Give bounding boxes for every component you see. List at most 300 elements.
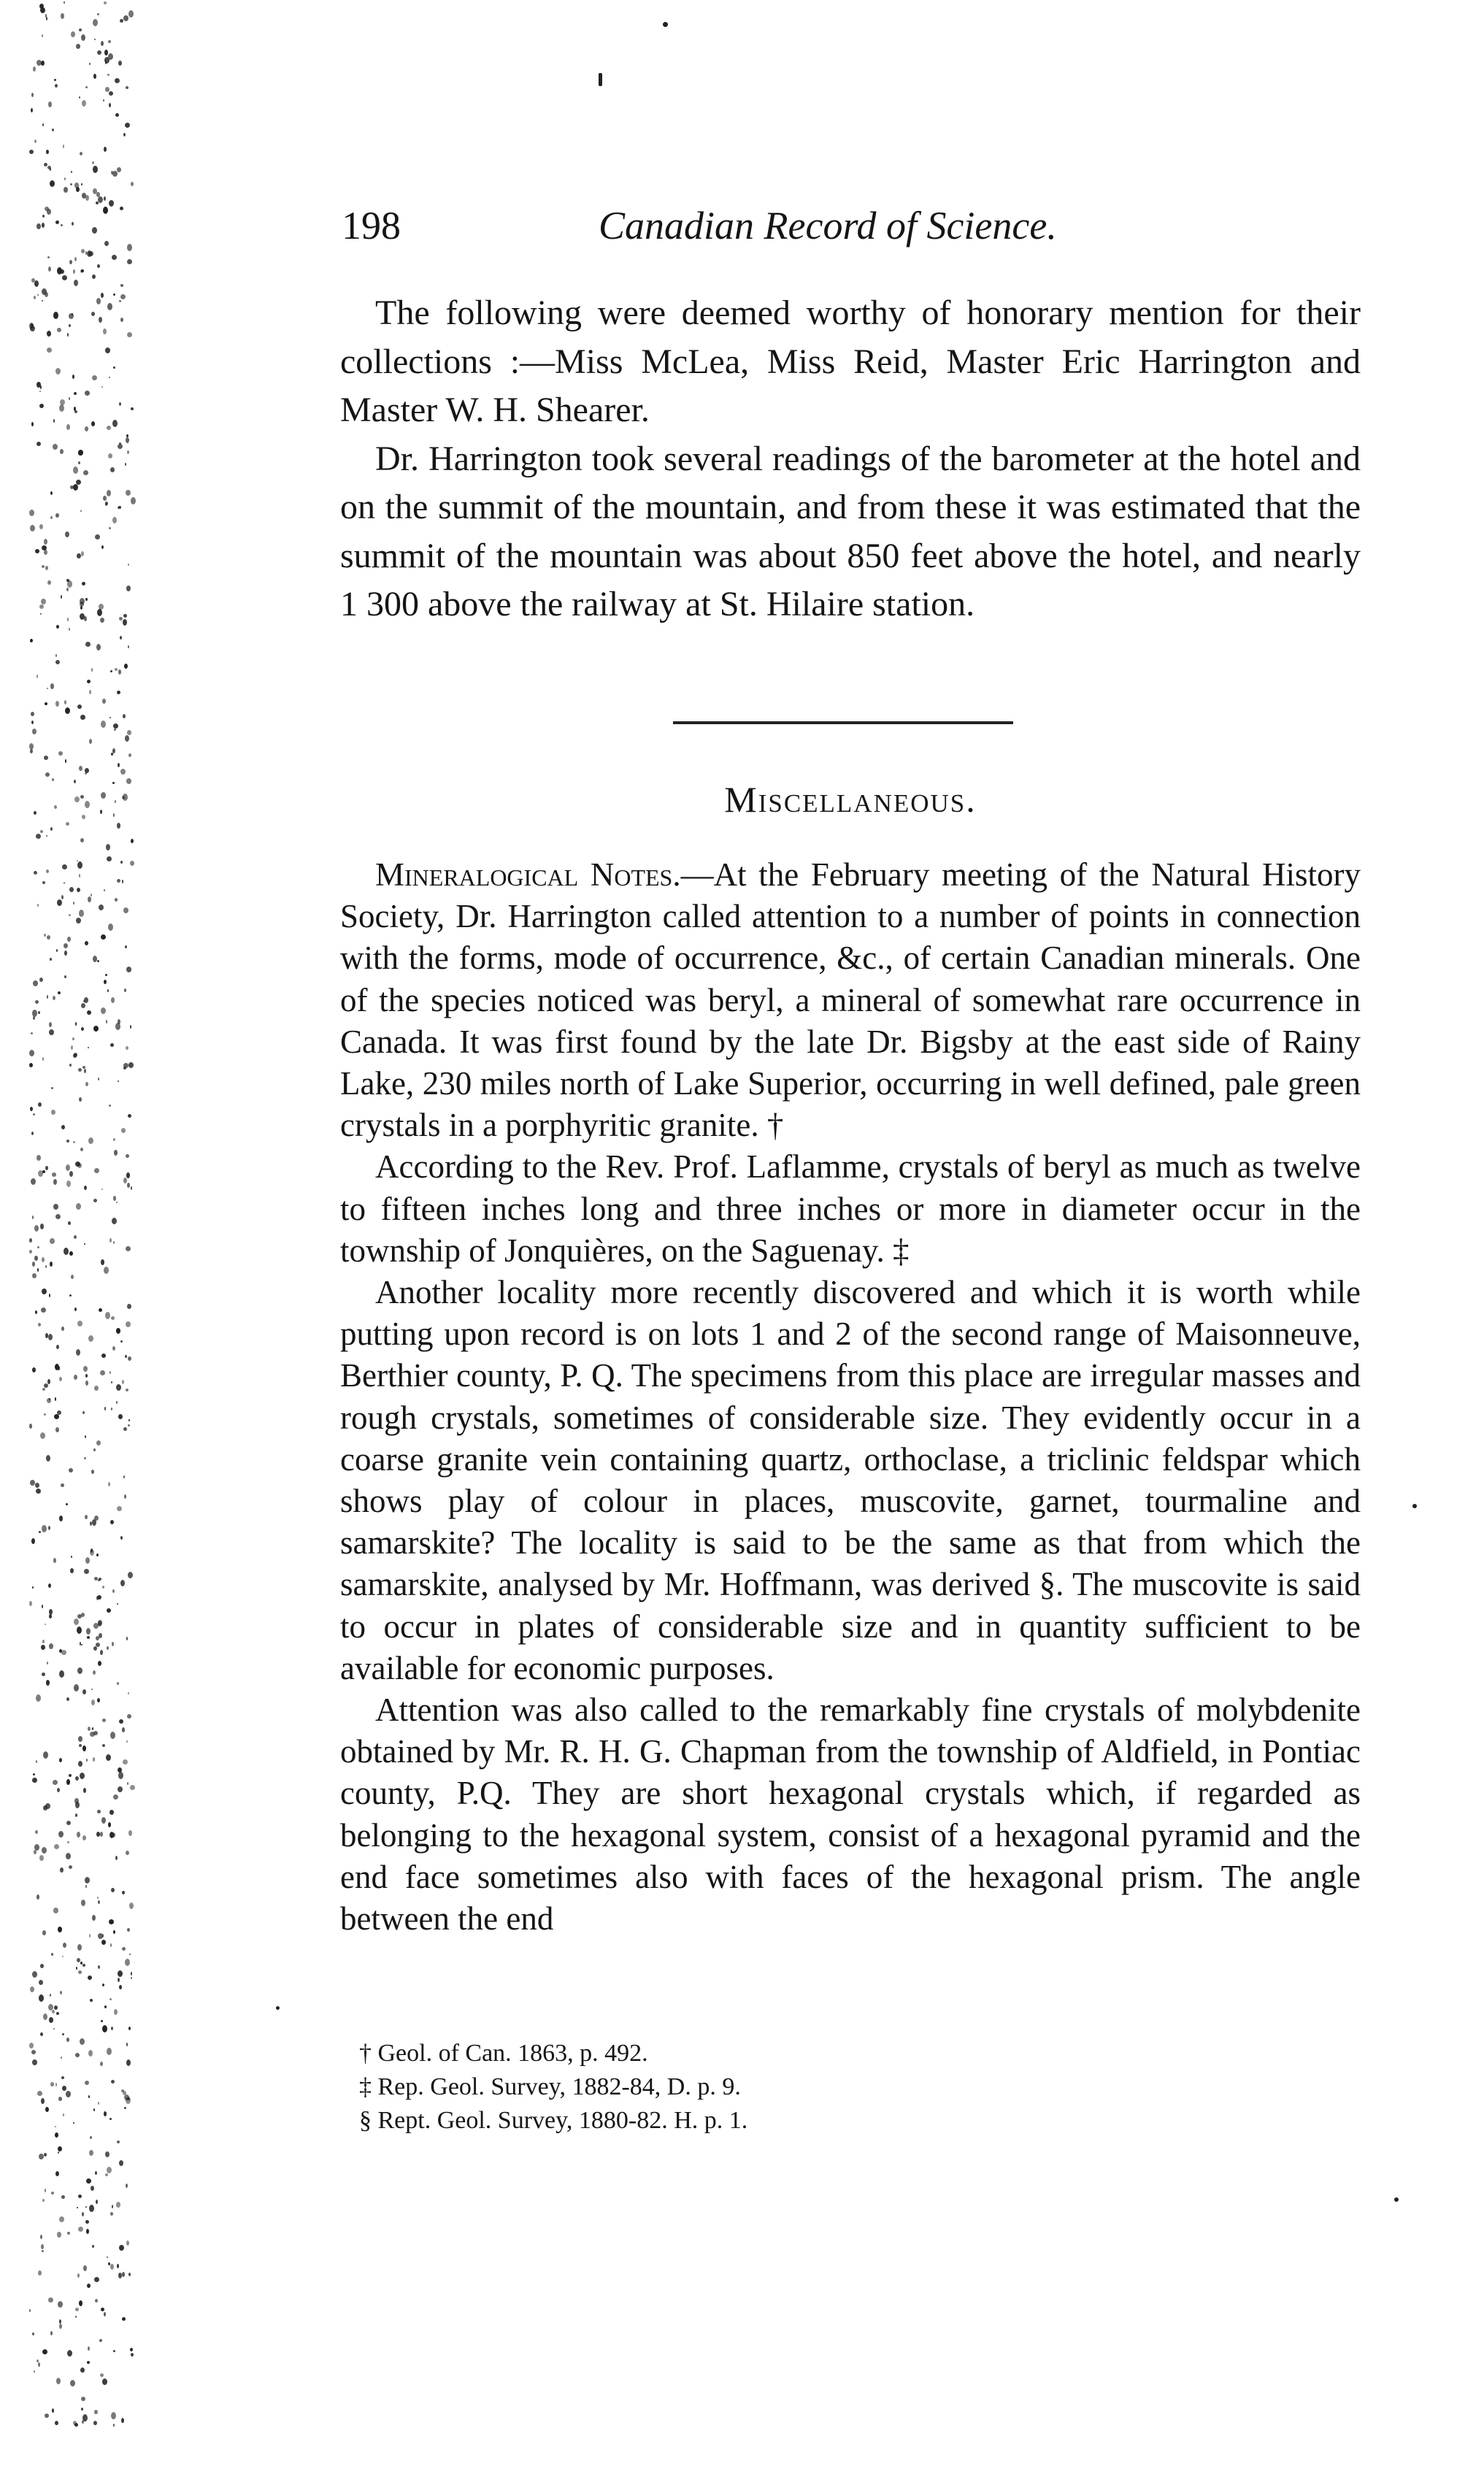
- gutter-speck: [87, 680, 91, 683]
- gutter-speck: [69, 1468, 73, 1472]
- gutter-speck: [81, 551, 84, 556]
- gutter-speck: [50, 958, 52, 961]
- gutter-speck: [119, 1985, 122, 1989]
- gutter-speck: [69, 1171, 73, 1177]
- gutter-speck: [114, 2009, 118, 2015]
- gutter-speck: [83, 470, 88, 475]
- gutter-speck: [31, 422, 34, 426]
- gutter-speck: [92, 1915, 96, 1921]
- gutter-speck: [96, 1554, 99, 1556]
- gutter-speck: [107, 490, 111, 496]
- gutter-speck: [73, 269, 75, 274]
- gutter-speck: [56, 949, 58, 952]
- gutter-speck: [32, 2332, 34, 2335]
- gutter-speck: [74, 1375, 77, 1380]
- gutter-speck: [50, 2331, 53, 2335]
- gutter-speck: [86, 2178, 91, 2184]
- gutter-speck: [118, 1970, 123, 1977]
- gutter-speck: [50, 516, 53, 519]
- gutter-speck: [53, 312, 58, 319]
- gutter-speck: [45, 1166, 48, 1170]
- gutter-speck: [59, 2324, 62, 2329]
- gutter-speck: [78, 1970, 82, 1974]
- gutter-speck: [120, 294, 126, 299]
- gutter-speck: [82, 193, 86, 199]
- gutter-speck: [123, 1178, 127, 1183]
- gutter-speck: [85, 2220, 89, 2224]
- gutter-speck: [63, 2113, 64, 2116]
- gutter-speck: [127, 1183, 130, 1188]
- gutter-speck: [42, 288, 47, 295]
- gutter-speck: [123, 1759, 128, 1765]
- gutter-speck: [101, 2020, 103, 2022]
- gutter-speck: [122, 796, 125, 799]
- gutter-speck: [66, 2091, 71, 2097]
- gutter-speck: [44, 1383, 48, 1388]
- gutter-speck: [114, 1150, 118, 1156]
- gutter-speck: [109, 1105, 111, 1107]
- gutter-speck: [108, 40, 111, 43]
- gutter-speck: [109, 2118, 112, 2120]
- gutter-speck: [127, 332, 132, 337]
- gutter-speck: [45, 1265, 47, 1268]
- gutter-speck: [131, 407, 134, 410]
- gutter-speck: [73, 2122, 74, 2124]
- gutter-speck: [117, 691, 120, 694]
- gutter-speck: [47, 1379, 50, 1384]
- gutter-speck: [108, 53, 113, 60]
- gutter-speck: [80, 838, 84, 842]
- gutter-speck: [93, 2108, 95, 2111]
- gutter-speck: [58, 751, 63, 756]
- gutter-speck: [111, 1408, 112, 1410]
- gutter-speck: [111, 1316, 115, 1320]
- gutter-speck: [123, 614, 127, 618]
- gutter-speck: [53, 2028, 55, 2030]
- gutter-speck: [74, 1798, 79, 1804]
- gutter-speck: [105, 503, 107, 506]
- gutter-speck: [93, 1731, 98, 1735]
- gutter-speck: [74, 257, 77, 261]
- gutter-speck: [104, 1407, 106, 1410]
- gutter-speck: [71, 1275, 74, 1279]
- gutter-speck: [103, 99, 104, 101]
- gutter-speck: [118, 669, 121, 675]
- gutter-speck: [64, 1, 65, 4]
- gutter-speck: [38, 2362, 40, 2367]
- gutter-speck: [115, 1023, 120, 1030]
- gutter-speck: [131, 1977, 132, 1979]
- gutter-speck: [76, 480, 81, 485]
- gutter-speck: [97, 50, 101, 55]
- gutter-speck: [69, 260, 72, 264]
- gutter-speck: [131, 182, 134, 186]
- gutter-speck: [82, 2212, 84, 2216]
- gutter-speck: [92, 1727, 93, 1730]
- gutter-speck: [82, 1964, 85, 1967]
- gutter-speck: [74, 280, 78, 286]
- gutter-speck: [107, 856, 112, 861]
- gutter-speck: [32, 1273, 36, 1278]
- gutter-speck: [104, 980, 107, 984]
- gutter-speck: [109, 377, 110, 378]
- gutter-speck: [45, 702, 47, 705]
- gutter-speck: [116, 1384, 121, 1391]
- gutter-speck: [50, 683, 54, 689]
- gutter-speck: [55, 2132, 58, 2138]
- gutter-speck: [99, 2339, 102, 2342]
- gutter-speck: [39, 391, 41, 392]
- gutter-speck: [42, 1057, 44, 1061]
- gutter-speck: [109, 717, 111, 718]
- gutter-speck: [56, 2378, 61, 2384]
- gutter-speck: [118, 506, 121, 509]
- gutter-speck: [102, 1719, 106, 1722]
- gutter-speck: [126, 490, 131, 496]
- gutter-speck: [104, 147, 107, 152]
- gutter-speck: [80, 795, 84, 799]
- gutter-speck: [61, 13, 64, 19]
- gutter-speck: [32, 1367, 36, 1372]
- gutter-speck: [126, 1246, 131, 1251]
- gutter-speck: [60, 1991, 62, 1994]
- gutter-speck: [77, 1944, 82, 1951]
- gutter-speck: [116, 1202, 118, 1203]
- gutter-speck: [92, 1519, 96, 1526]
- gutter-speck: [48, 266, 51, 272]
- gutter-speck: [86, 2229, 89, 2234]
- gutter-speck: [118, 444, 123, 449]
- gutter-speck: [88, 1047, 89, 1048]
- gutter-speck: [125, 123, 130, 128]
- gutter-speck: [81, 2408, 83, 2411]
- gutter-speck: [81, 34, 85, 41]
- gutter-speck: [85, 1435, 86, 1438]
- gutter-speck: [52, 128, 54, 131]
- gutter-speck: [128, 1114, 131, 1118]
- gutter-speck: [113, 813, 115, 817]
- gutter-speck: [61, 595, 62, 599]
- gutter-speck: [55, 2126, 56, 2127]
- gutter-speck: [115, 898, 118, 902]
- gutter-speck: [115, 668, 118, 671]
- gutter-speck: [39, 604, 44, 609]
- gutter-speck: [77, 1667, 82, 1674]
- gutter-speck: [98, 1900, 100, 1904]
- gutter-speck: [34, 280, 39, 287]
- gutter-speck: [44, 2153, 47, 2157]
- gutter-speck: [81, 1644, 82, 1646]
- gutter-speck: [93, 2421, 97, 2425]
- gutter-speck: [42, 1605, 43, 1608]
- gutter-speck: [88, 2346, 90, 2351]
- gutter-speck: [48, 1583, 51, 1588]
- gutter-speck: [64, 177, 66, 180]
- gutter-speck: [85, 391, 90, 396]
- gutter-speck: [34, 811, 36, 815]
- gutter-speck: [51, 1110, 55, 1115]
- gutter-speck: [42, 2250, 44, 2252]
- gutter-speck: [116, 1401, 118, 1404]
- gutter-speck: [58, 2301, 63, 2308]
- gutter-speck: [61, 2057, 62, 2059]
- gutter-speck: [98, 1965, 100, 1969]
- gutter-speck: [118, 763, 120, 767]
- gutter-speck: [82, 582, 85, 585]
- gutter-speck: [89, 2150, 93, 2156]
- gutter-speck: [31, 1178, 36, 1185]
- gutter-speck: [51, 1087, 53, 1089]
- gutter-speck: [117, 1682, 119, 1685]
- scan-speck: [1412, 1504, 1417, 1508]
- gutter-speck: [107, 1608, 111, 1613]
- gutter-speck: [71, 171, 72, 173]
- gutter-speck: [54, 79, 56, 81]
- gutter-speck: [107, 2048, 112, 2055]
- gutter-speck: [42, 34, 43, 37]
- gutter-speck: [80, 2368, 85, 2373]
- gutter-speck: [101, 1817, 106, 1824]
- gutter-speck: [47, 1662, 48, 1664]
- gutter-speck: [55, 1397, 56, 1401]
- gutter-speck: [77, 704, 82, 709]
- footnote: † Geol. of Can. 1863, p. 492.: [359, 2040, 648, 2067]
- gutter-speck: [103, 207, 108, 214]
- gutter-speck: [100, 2373, 104, 2377]
- gutter-speck: [61, 224, 63, 226]
- gutter-speck: [122, 1380, 124, 1384]
- gutter-speck: [47, 688, 48, 689]
- gutter-speck: [59, 404, 64, 412]
- gutter-speck: [42, 1289, 47, 1294]
- gutter-speck: [36, 1489, 41, 1494]
- gutter-speck: [109, 527, 111, 529]
- gutter-speck: [100, 1650, 103, 1655]
- gutter-speck: [117, 167, 121, 172]
- gutter-speck: [119, 617, 123, 621]
- gutter-speck: [78, 461, 80, 464]
- gutter-speck: [66, 1821, 71, 1825]
- gutter-speck: [52, 778, 54, 781]
- gutter-speck: [46, 1455, 50, 1462]
- gutter-speck: [69, 914, 71, 916]
- gutter-speck: [75, 1813, 77, 1817]
- gutter-speck: [131, 1186, 132, 1190]
- gutter-speck: [50, 1262, 53, 1267]
- gutter-speck: [65, 759, 66, 763]
- gutter-speck: [53, 419, 55, 423]
- gutter-speck: [66, 424, 70, 430]
- gutter-speck: [89, 2205, 94, 2212]
- gutter-speck: [41, 1308, 46, 1313]
- gutter-speck: [62, 2033, 64, 2035]
- gutter-speck: [46, 869, 49, 873]
- gutter-speck: [37, 294, 39, 296]
- gutter-speck: [94, 1386, 99, 1391]
- gutter-speck: [49, 1294, 50, 1297]
- gutter-speck: [50, 827, 53, 831]
- gutter-speck: [74, 1619, 79, 1625]
- gutter-speck: [39, 978, 43, 982]
- gutter-speck: [75, 2053, 80, 2057]
- gutter-speck: [78, 1736, 82, 1742]
- gutter-speck: [100, 1832, 103, 1837]
- miscellaneous-body: [340, 854, 1361, 1940]
- gutter-speck: [45, 14, 47, 18]
- gutter-speck: [124, 664, 128, 669]
- gutter-speck: [74, 1684, 79, 1692]
- paragraph: Dr. Harrington took several readings of the barometer at the hotel and on the summit of the mountain, and from these it was estimated that the summit of the mountain was about 850 feet above the hotel, and nearly 1 300 above the railway at St. Hilaire station.: [340, 439, 1361, 623]
- gutter-speck: [93, 1757, 95, 1762]
- gutter-speck: [41, 1645, 45, 1650]
- gutter-speck: [105, 2151, 109, 2157]
- gutter-speck: [99, 1308, 102, 1312]
- gutter-speck: [52, 2010, 55, 2013]
- gutter-speck: [82, 1689, 86, 1694]
- gutter-speck: [53, 1780, 58, 1785]
- gutter-speck: [34, 139, 36, 143]
- gutter-speck: [84, 1069, 86, 1073]
- gutter-speck: [60, 399, 65, 405]
- gutter-speck: [45, 2414, 49, 2418]
- gutter-speck: [45, 2189, 46, 2192]
- gutter-speck: [127, 259, 132, 264]
- gutter-speck: [50, 1994, 51, 1997]
- paragraph-text: —At the February meeting of the Natural History Society, Dr. Harrington called attention to a number of points in connection with the forms, mode of occurrence, &c., of certain Canadian minerals. One of the species noticed was beryl, a mineral of somewhat rare occurrence in Canada. It was first found by the late Dr. Bigsby at the east side of Rainy Lake, 230 miles north of Lake Superior, occurring in well defined, pale green crystals in a porphyritic granite. †: [340, 856, 1361, 1144]
- gutter-speck: [117, 1603, 118, 1605]
- gutter-speck: [121, 2089, 124, 2092]
- gutter-speck: [49, 1643, 53, 1649]
- gutter-speck: [77, 553, 81, 558]
- gutter-speck: [42, 300, 43, 302]
- gutter-speck: [97, 264, 100, 268]
- gutter-speck: [111, 2027, 113, 2030]
- gutter-speck: [111, 1381, 112, 1383]
- gutter-speck: [112, 1346, 115, 1351]
- gutter-speck: [66, 588, 69, 591]
- gutter-speck: [40, 830, 43, 833]
- gutter-speck: [74, 1235, 77, 1239]
- gutter-speck: [93, 188, 97, 194]
- gutter-speck: [82, 1411, 85, 1414]
- gutter-speck: [64, 700, 66, 704]
- gutter-speck: [98, 196, 103, 203]
- gutter-speck: [31, 712, 34, 716]
- scan-speck: [599, 73, 602, 86]
- gutter-speck: [113, 366, 115, 369]
- gutter-speck: [126, 434, 128, 437]
- gutter-speck: [36, 834, 41, 839]
- gutter-speck: [73, 466, 78, 474]
- gutter-speck: [33, 1113, 35, 1116]
- gutter-speck: [37, 904, 39, 907]
- gutter-speck: [111, 2080, 115, 2084]
- gutter-speck: [61, 1650, 66, 1655]
- gutter-speck: [77, 861, 82, 869]
- gutter-speck: [65, 707, 70, 714]
- gutter-speck: [106, 1754, 111, 1761]
- gutter-speck: [62, 864, 67, 869]
- gutter-speck: [51, 1953, 53, 1956]
- gutter-speck: [59, 1377, 62, 1381]
- gutter-speck: [69, 628, 70, 631]
- gutter-speck: [39, 1855, 44, 1861]
- gutter-speck: [58, 1927, 62, 1932]
- gutter-speck: [45, 2107, 49, 2112]
- gutter-speck: [47, 331, 51, 337]
- gutter-speck: [53, 1179, 57, 1185]
- gutter-speck: [98, 1078, 99, 1080]
- gutter-speck: [68, 1221, 71, 1225]
- gutter-speck: [123, 619, 127, 626]
- gutter-speck: [39, 524, 43, 529]
- gutter-speck: [101, 1259, 104, 1265]
- gutter-speck: [124, 2094, 129, 2100]
- gutter-speck: [89, 1934, 91, 1938]
- gutter-speck: [39, 2154, 44, 2159]
- gutter-speck: [29, 1063, 33, 1067]
- gutter-speck: [71, 1556, 72, 1558]
- gutter-speck: [76, 1203, 81, 1210]
- gutter-speck: [98, 1621, 101, 1627]
- gutter-speck: [31, 1032, 33, 1034]
- gutter-speck: [126, 437, 129, 443]
- gutter-speck: [125, 945, 127, 948]
- gutter-speck: [85, 772, 87, 775]
- gutter-speck: [37, 1268, 39, 1272]
- gutter-speck: [84, 1186, 87, 1190]
- gutter-speck: [39, 4, 44, 9]
- gutter-speck: [77, 2273, 80, 2278]
- gutter-speck: [91, 1700, 95, 1705]
- gutter-speck: [48, 1526, 50, 1530]
- scan-speck: [276, 2006, 280, 2010]
- gutter-speck: [42, 1930, 46, 1935]
- gutter-speck: [73, 484, 78, 491]
- gutter-speck: [118, 1767, 122, 1773]
- gutter-speck: [122, 1727, 125, 1732]
- gutter-speck: [74, 780, 76, 783]
- gutter-speck: [55, 1427, 59, 1432]
- scan-speck: [663, 22, 668, 27]
- gutter-speck: [35, 1483, 39, 1488]
- gutter-speck: [126, 1637, 128, 1640]
- gutter-speck: [99, 905, 104, 910]
- gutter-speck: [41, 599, 46, 604]
- gutter-speck: [113, 723, 118, 729]
- gutter-speck: [79, 28, 82, 31]
- gutter-speck: [85, 1557, 90, 1564]
- gutter-speck: [92, 227, 97, 234]
- gutter-speck: [42, 2349, 47, 2354]
- gutter-speck: [38, 1323, 41, 1326]
- gutter-speck: [110, 1043, 114, 1047]
- gutter-speck: [99, 317, 102, 323]
- gutter-speck: [38, 1011, 40, 1014]
- gutter-speck: [31, 721, 34, 724]
- gutter-speck: [126, 1154, 129, 1158]
- gutter-speck: [117, 823, 120, 829]
- gutter-speck: [58, 2097, 62, 2101]
- paragraph: Another locality more recently discovered and which it is worth while putting upon record is on lots 1 and 2 of the second range of Maisonneuve, Berthier county, P. Q. The specimens from this place are irregular masses and rough crystals, sometimes of considerable size. They evidently occur in a coarse granite vein containing quartz, orthoclase, a triclinic feldspar which shows play of colour in places, muscovite, garnet, tourmaline and samarskite? The locality is said to be the same as that from which the samarskite, analysed by Mr. Hoffmann, was derived §. The muscovite is said to occur in plates of considerable size and in quantity sufficient to be available for economic purposes.: [340, 1274, 1361, 1686]
- gutter-speck: [110, 1520, 114, 1524]
- gutter-speck: [120, 19, 123, 23]
- gutter-speck: [76, 1967, 77, 1970]
- gutter-speck: [36, 1694, 41, 1702]
- gutter-speck: [110, 1943, 112, 1947]
- gutter-speck: [45, 1333, 48, 1338]
- gutter-speck: [125, 1959, 130, 1966]
